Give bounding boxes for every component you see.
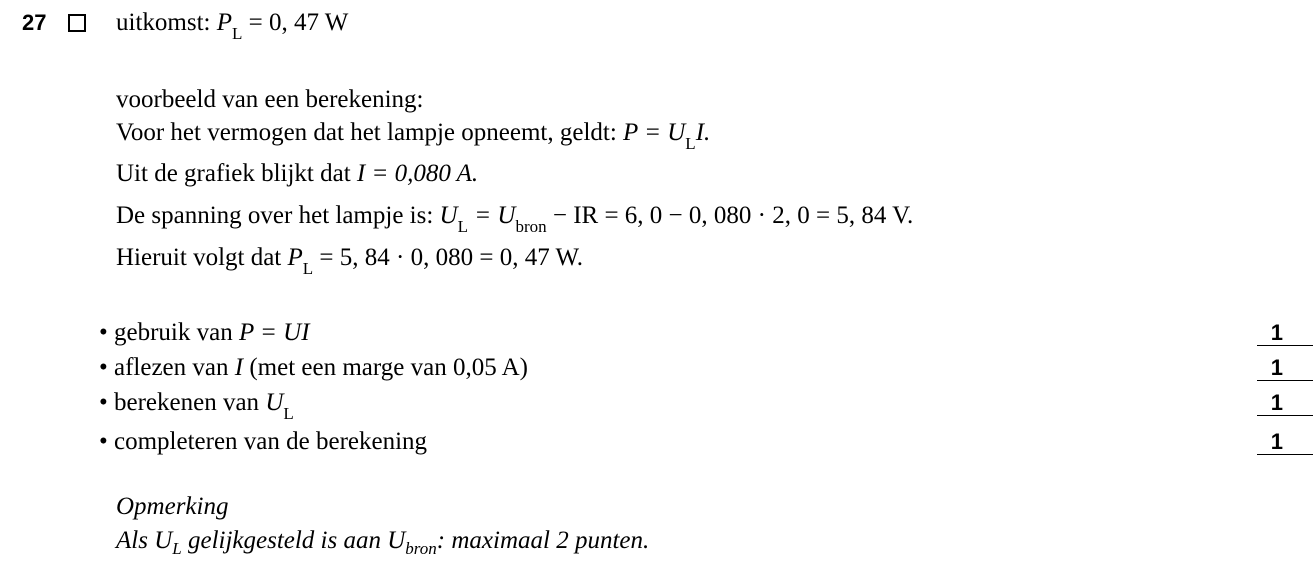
criterion-1-points: 1 bbox=[1270, 320, 1283, 345]
note-text: Als $U_L$ gelijkgesteld is aan $U_{bron}$: maximaal 2 punten. bbox=[116, 527, 650, 558]
criterion-2-points: 1 bbox=[1270, 355, 1283, 380]
criterion-1: • gebruik van P = UI bbox=[99, 319, 310, 346]
score-divider bbox=[1257, 415, 1313, 416]
example-intro: voorbeeld van een berekening: bbox=[116, 86, 424, 113]
criterion-2: • aflezen van I (met een marge van 0,05 A) bbox=[99, 354, 528, 381]
note-title: Opmerking bbox=[116, 493, 229, 520]
example-line-4: Hieruit volgt dat $P_L = 5$, 84 · 0, 080 = 0, 47 W. bbox=[116, 244, 584, 278]
score-divider bbox=[1257, 380, 1313, 381]
checkbox-icon[interactable] bbox=[68, 14, 86, 32]
score-divider bbox=[1257, 345, 1313, 346]
criterion-4-points: 1 bbox=[1270, 429, 1283, 454]
question-number: 27 bbox=[22, 10, 47, 35]
criterion-3: • berekenen van $U_L$ bbox=[99, 389, 294, 423]
uitkomst-line: uitkomst: $P_L = 0$, 47 W bbox=[116, 9, 349, 43]
example-line-3: De spanning over het lampje is: $U_L = U_{bron}$ − IR = 6, 0 − 0, 080 · 2, 0 = 5, 84 V. bbox=[116, 202, 914, 236]
criterion-3-points: 1 bbox=[1270, 390, 1283, 415]
example-line-1: Voor het vermogen dat het lampje opneemt, geldt: $P = U_LI$. bbox=[116, 119, 711, 153]
score-divider bbox=[1257, 454, 1313, 455]
criterion-4: • completeren van de berekening bbox=[99, 428, 428, 455]
example-line-2: Uit de grafiek blijkt dat I = 0,080 A. bbox=[116, 160, 479, 187]
